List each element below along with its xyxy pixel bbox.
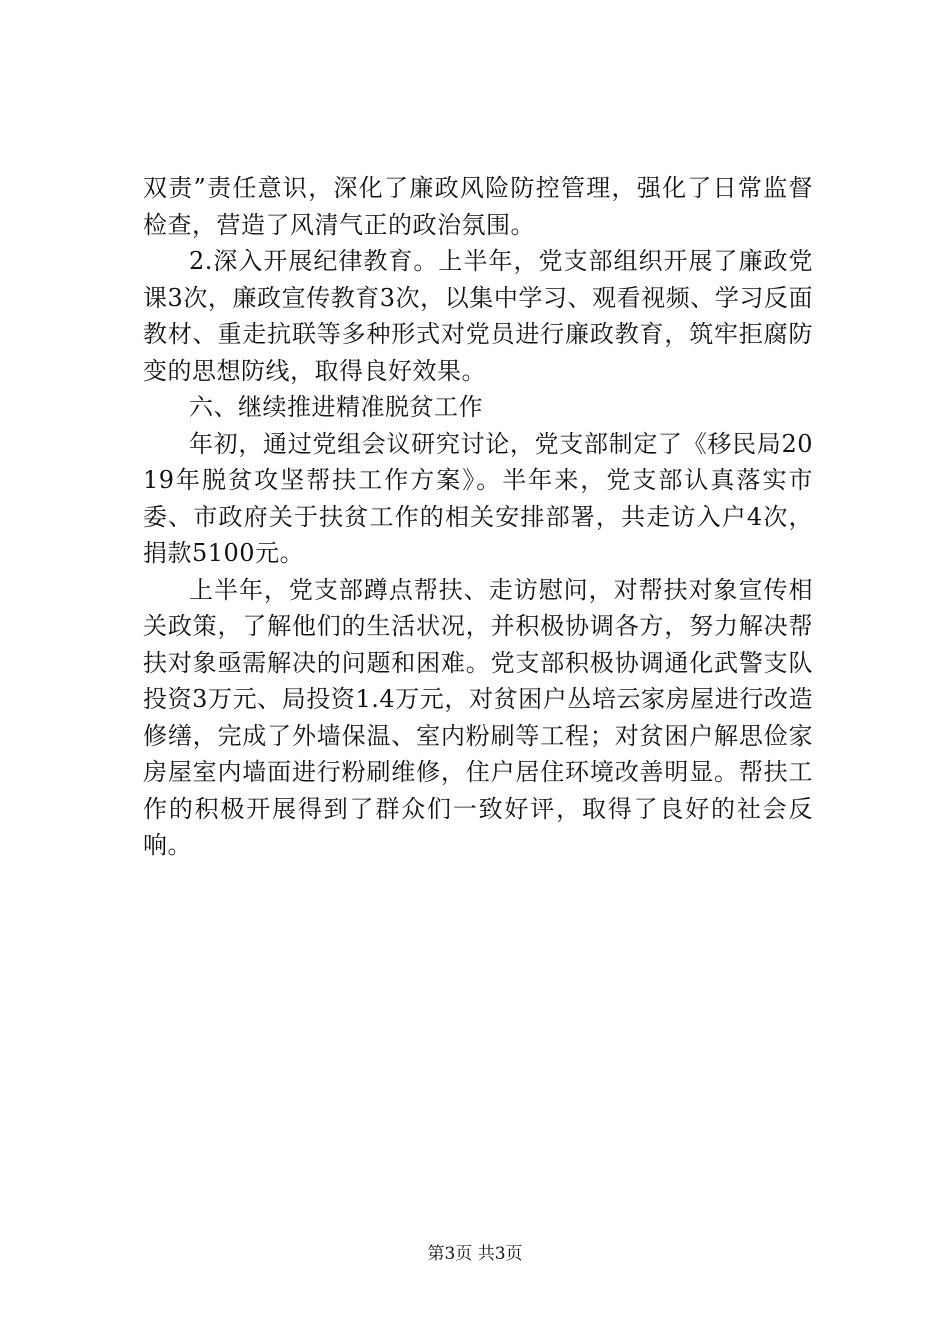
document-body xyxy=(143,170,813,864)
paragraph-assistance-results: 上半年，党支部蹲点帮扶、走访慰问，对帮扶对象宣传相关政策，了解他们的生活状况，并积极协调各方，努力解决帮扶对象亟需解决的问题和困难。党支部积极协调通化武警支队投资3万元、局投资1.4万元，对贫困户丛培云家房屋进行改造修缮，完成了外墙保温、室内粉刷等工程；对贫困户解思俭家房屋室内墙面进行粉刷维修，住户居住环境改善明显。帮扶工作的积极开展得到了群众们一致好评，取得了良好的社会反响。 xyxy=(143,575,813,859)
paragraph-continued: 双责”责任意识，深化了廉政风险防控管理，强化了日常监督检查，营造了风清气正的政治氛围。 xyxy=(143,174,813,239)
paragraph-poverty-plan: 年初，通过党组会议研究讨论，党支部制定了《移民局2019年脱贫攻坚帮扶工作方案》。半年来，党支部认真落实市委、市政府关于扶贫工作的相关安排部署，共走访入户4次，捐款5100元。 xyxy=(143,429,813,567)
page-footer: 第3页 共3页 xyxy=(427,1244,523,1264)
paragraph-discipline-education: 2.深入开展纪律教育。上半年，党支部组织开展了廉政党课3次，廉政宣传教育3次，以集中学习、观看视频、学习反面教材、重走抗联等多种形式对党员进行廉政教育，筑牢拒腐防变的思想防线，取得良好效果。 xyxy=(143,247,813,385)
section-heading-poverty-alleviation: 六、继续推进精准脱贫工作 xyxy=(189,393,483,421)
